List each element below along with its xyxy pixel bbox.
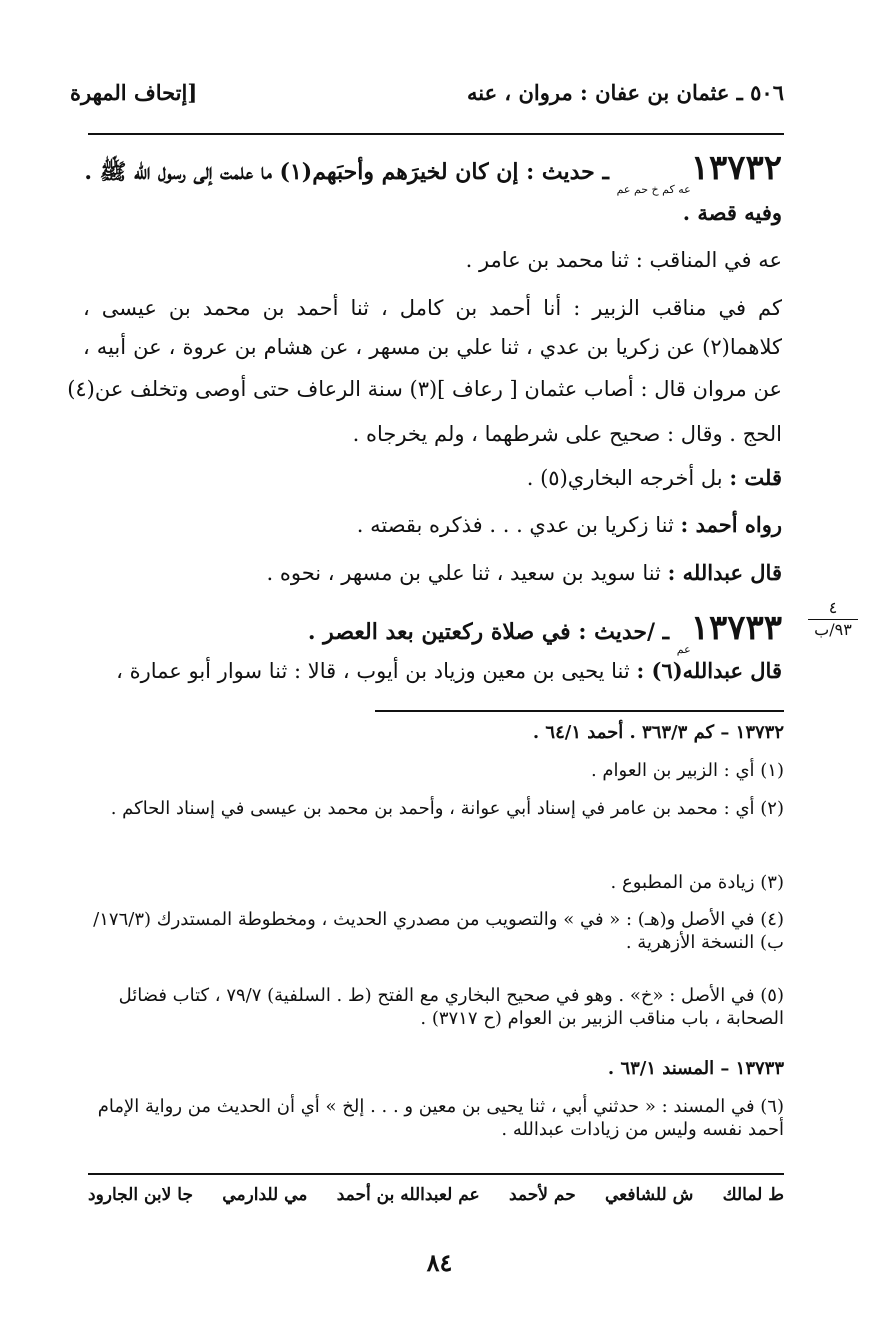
hadith-title: ـ حديث : إن كان لخيرَهم وأحبَهم(١) ما علمت إلى رسول الله ﷺ . — [84, 159, 609, 185]
running-header-right: ٥٠٦ ـ عثمان بن عفان : مروان ، عنه — [466, 80, 784, 105]
text-line-2: كم في مناقب الزبير : أنا أحمد بن كامل ، ثنا أحمد بن محمد بن عيسى ، — [83, 296, 782, 320]
page-number: ٨٤ — [426, 1248, 453, 1277]
hadith-heading-13732 — [84, 148, 782, 196]
legend-rule — [88, 1173, 784, 1175]
hadith-sigla: عه كم خ حم عم — [616, 183, 691, 196]
abdullah-label: قال عبدالله : — [667, 560, 782, 585]
text-line-3: كلاهما(٢) عن زكريا بن عدي ، ثنا علي بن مسهر ، عن هشام بن عروة ، عن أبيه ، — [83, 335, 782, 359]
text-line-5: الحج . وقال : صحيح على شرطهما ، ولم يخرجاه . — [352, 422, 782, 446]
header-rule — [88, 133, 784, 135]
footnote-rule — [375, 710, 784, 712]
legend-item: حم لأحمد — [509, 1185, 576, 1205]
text-line-1: عه في المناقب : ثنا محمد بن عامر . — [465, 248, 782, 272]
running-header-left: [إتحاف المهرة — [70, 80, 198, 105]
footnote-4: (٤) في الأصل و(هـ) : « في » والتصويب من مصدري الحديث ، ومخطوطة المستدرك (١٧٦/٣/ب) النسخة الأزهرية . — [93, 909, 784, 954]
margin-note-top: ٤ — [808, 598, 858, 620]
riwaya-line — [357, 512, 782, 538]
legend-item: ط لمالك — [722, 1185, 784, 1205]
footnote-5: (٥) في الأصل : «خ» . وهو في صحيح البخاري مع الفتح (ط . السلفية) ٧٩/٧ ، كتاب فضائل الصحابة ، باب مناقب الزبير بن العوام (ح ٣٧١٧) . — [118, 985, 784, 1030]
qultu-label: قلت : — [729, 465, 782, 490]
footnote-ref-13732: ١٣٧٣٢ – كم ٣٦٣/٣ . أحمد ٦٤/١ . — [532, 722, 784, 743]
footnote-2: (٢) أي : محمد بن عامر في إسناد أبي عوانة ، وأحمد بن محمد بن عيسى في إسناد الحاكم . — [110, 798, 784, 819]
footnote-6: (٦) في المسند : « حدثني أبي ، ثنا يحيى بن معين و . . . إلخ » أي أن الحديث من رواية الإمام أحمد نفسه وليس من زيادات عبدالله . — [97, 1096, 784, 1141]
abdullah-line — [267, 560, 782, 586]
footnote-1: (١) أي : الزبير بن العوام . — [590, 760, 784, 781]
legend-item: عم لعبدالله بن أحمد — [336, 1185, 480, 1205]
legend-item: جا لابن الجارود — [88, 1185, 193, 1205]
hadith2-line-1 — [116, 658, 782, 684]
footnote-3: (٣) زيادة من المطبوع . — [610, 872, 784, 893]
hadith2-text: ثنا يحيى بن معين وزياد بن أيوب ، قالا : ثنا سوار أبو عمارة ، — [116, 659, 630, 683]
riwaya-label: رواه أحمد : — [680, 512, 782, 537]
riwaya-text: ثنا زكريا بن عدي . . . فذكره بقصته . — [356, 513, 674, 537]
legend-item: مي للدارمي — [222, 1185, 308, 1205]
text-line-4: عن مروان قال : أصاب عثمان [ رعاف ](٣) سنة الرعاف حتى أوصى وتخلف عن(٤) — [67, 377, 782, 401]
qultu-text: بل أخرجه البخاري(٥) . — [526, 466, 723, 490]
margin-folio-note — [808, 598, 858, 639]
abdullah-text: ثنا سويد بن سعيد ، ثنا علي بن مسهر ، نحوه . — [266, 561, 661, 585]
legend-item: ش للشافعي — [605, 1185, 694, 1205]
qultu-line — [527, 465, 782, 491]
hadith-number: ١٣٧٣٢ — [690, 148, 782, 188]
hadith-title-continuation: وفيه قصة . — [682, 200, 782, 225]
hadith-title: ـ /حديث : في صلاة ركعتين بعد العصر . — [307, 619, 670, 645]
hadith-heading-13733 — [307, 608, 782, 656]
hadith-sigla: عم — [676, 643, 691, 656]
footnote-ref-13733: ١٣٧٣٣ – المسند ٦٣/١ . — [607, 1058, 784, 1079]
margin-note-bottom: ٩٣/ب — [814, 620, 852, 639]
hadith-number: ١٣٧٣٣ — [690, 608, 782, 648]
sigla-legend — [88, 1185, 784, 1205]
abdullah-label: قال عبدالله(٦) : — [636, 658, 782, 683]
